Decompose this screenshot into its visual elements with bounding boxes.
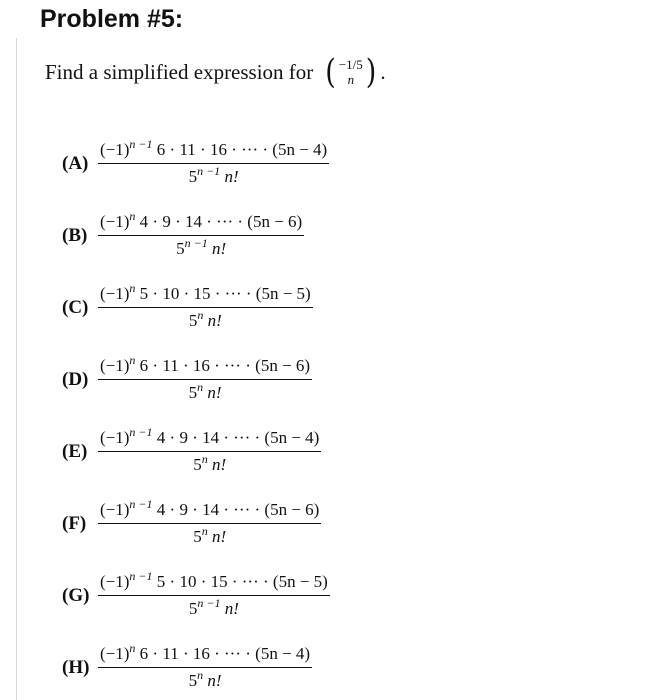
num-lead: (−1) xyxy=(100,356,130,375)
option-h[interactable] xyxy=(62,641,312,691)
option-label: (C) xyxy=(62,296,89,318)
num-lead: (−1) xyxy=(100,428,130,447)
den-factorial: n! xyxy=(224,599,239,619)
den-base: 5 xyxy=(188,383,198,403)
den-exponent: n xyxy=(197,668,204,683)
num-product: 4 · 9 · 14 · ··· · (5n − 6) xyxy=(156,500,320,519)
den-factorial: n! xyxy=(224,167,239,187)
den-factorial: n! xyxy=(207,671,222,691)
binom-stack xyxy=(339,57,363,87)
den-exponent: n −1 xyxy=(197,164,221,179)
binom-right-paren: ) xyxy=(365,52,377,92)
fraction xyxy=(98,497,321,547)
num-lead: (−1) xyxy=(100,212,130,231)
binomial-coefficient xyxy=(325,52,377,92)
numerator xyxy=(98,569,330,595)
numerator xyxy=(98,641,312,667)
den-exponent: n xyxy=(201,524,208,539)
denominator xyxy=(193,524,226,547)
problem-title: Problem #5: xyxy=(40,5,184,33)
den-base: 5 xyxy=(193,527,202,547)
binom-left-paren: ( xyxy=(325,52,336,92)
num-product: 4 · 9 · 14 · ··· · (5n − 6) xyxy=(139,212,303,231)
numerator xyxy=(98,281,313,307)
option-label: (G) xyxy=(62,584,90,606)
den-base: 5 xyxy=(188,311,198,331)
fraction xyxy=(98,569,330,619)
denominator xyxy=(189,668,222,691)
den-factorial: n! xyxy=(211,239,227,259)
option-e[interactable] xyxy=(62,425,321,475)
denominator xyxy=(176,236,226,259)
option-label: (B) xyxy=(62,224,88,246)
num-product: 6 · 11 · 16 · ··· · (5n − 4) xyxy=(139,644,311,663)
denominator xyxy=(189,164,239,187)
denominator xyxy=(189,380,222,403)
question-prefix: Find a simplified expression for xyxy=(45,59,314,84)
binom-top: −1/5 xyxy=(338,57,363,72)
option-c[interactable] xyxy=(62,281,313,331)
num-exponent: n −1 xyxy=(129,497,153,511)
binom-bottom: n xyxy=(347,72,355,87)
num-lead: (−1) xyxy=(100,572,130,591)
numerator xyxy=(98,497,321,523)
question-suffix: . xyxy=(380,59,386,84)
num-lead: (−1) xyxy=(100,140,130,159)
den-factorial: n! xyxy=(211,455,227,475)
num-product: 5 · 10 · 15 · ··· · (5n − 5) xyxy=(139,284,311,303)
num-exponent: n xyxy=(129,281,136,295)
numerator xyxy=(98,209,304,235)
num-product: 6 · 11 · 16 · ··· · (5n − 6) xyxy=(139,356,311,375)
num-exponent: n xyxy=(129,209,136,223)
page-border xyxy=(16,38,17,700)
den-base: 5 xyxy=(193,455,202,475)
num-lead: (−1) xyxy=(100,284,130,303)
option-f[interactable] xyxy=(62,497,321,547)
num-lead: (−1) xyxy=(100,500,130,519)
numerator xyxy=(98,353,312,379)
option-label: (F) xyxy=(62,512,87,534)
num-product: 6 · 11 · 16 · ··· · (5n − 4) xyxy=(156,140,328,159)
den-exponent: n xyxy=(201,452,208,467)
den-factorial: n! xyxy=(211,527,227,547)
option-a[interactable] xyxy=(62,137,329,187)
fraction xyxy=(98,137,329,187)
fraction xyxy=(98,425,321,475)
num-lead: (−1) xyxy=(100,644,130,663)
den-exponent: n −1 xyxy=(197,596,221,611)
fraction xyxy=(98,353,312,403)
denominator xyxy=(189,596,239,619)
den-base: 5 xyxy=(176,239,185,259)
option-label: (E) xyxy=(62,440,88,462)
option-b[interactable] xyxy=(62,209,304,259)
option-label: (D) xyxy=(62,368,89,390)
num-exponent: n −1 xyxy=(129,569,153,583)
option-d[interactable] xyxy=(62,353,312,403)
den-exponent: n xyxy=(197,308,204,323)
num-exponent: n xyxy=(129,353,136,367)
den-base: 5 xyxy=(188,167,198,187)
option-g[interactable] xyxy=(62,569,330,619)
fraction xyxy=(98,281,313,331)
num-exponent: n xyxy=(129,641,136,655)
den-exponent: n −1 xyxy=(184,236,208,251)
den-exponent: n xyxy=(197,380,204,395)
den-base: 5 xyxy=(188,671,198,691)
den-factorial: n! xyxy=(207,311,222,331)
fraction xyxy=(98,641,312,691)
question-text xyxy=(45,50,386,94)
denominator xyxy=(193,452,226,475)
num-product: 5 · 10 · 15 · ··· · (5n − 5) xyxy=(156,572,328,591)
den-factorial: n! xyxy=(207,383,222,403)
num-exponent: n −1 xyxy=(129,137,153,151)
numerator xyxy=(98,137,329,163)
num-exponent: n −1 xyxy=(129,425,153,439)
fraction xyxy=(98,209,304,259)
denominator xyxy=(189,308,222,331)
den-base: 5 xyxy=(188,599,198,619)
numerator xyxy=(98,425,321,451)
option-label: (A) xyxy=(62,152,89,174)
option-label: (H) xyxy=(62,656,90,678)
num-product: 4 · 9 · 14 · ··· · (5n − 4) xyxy=(156,428,320,447)
